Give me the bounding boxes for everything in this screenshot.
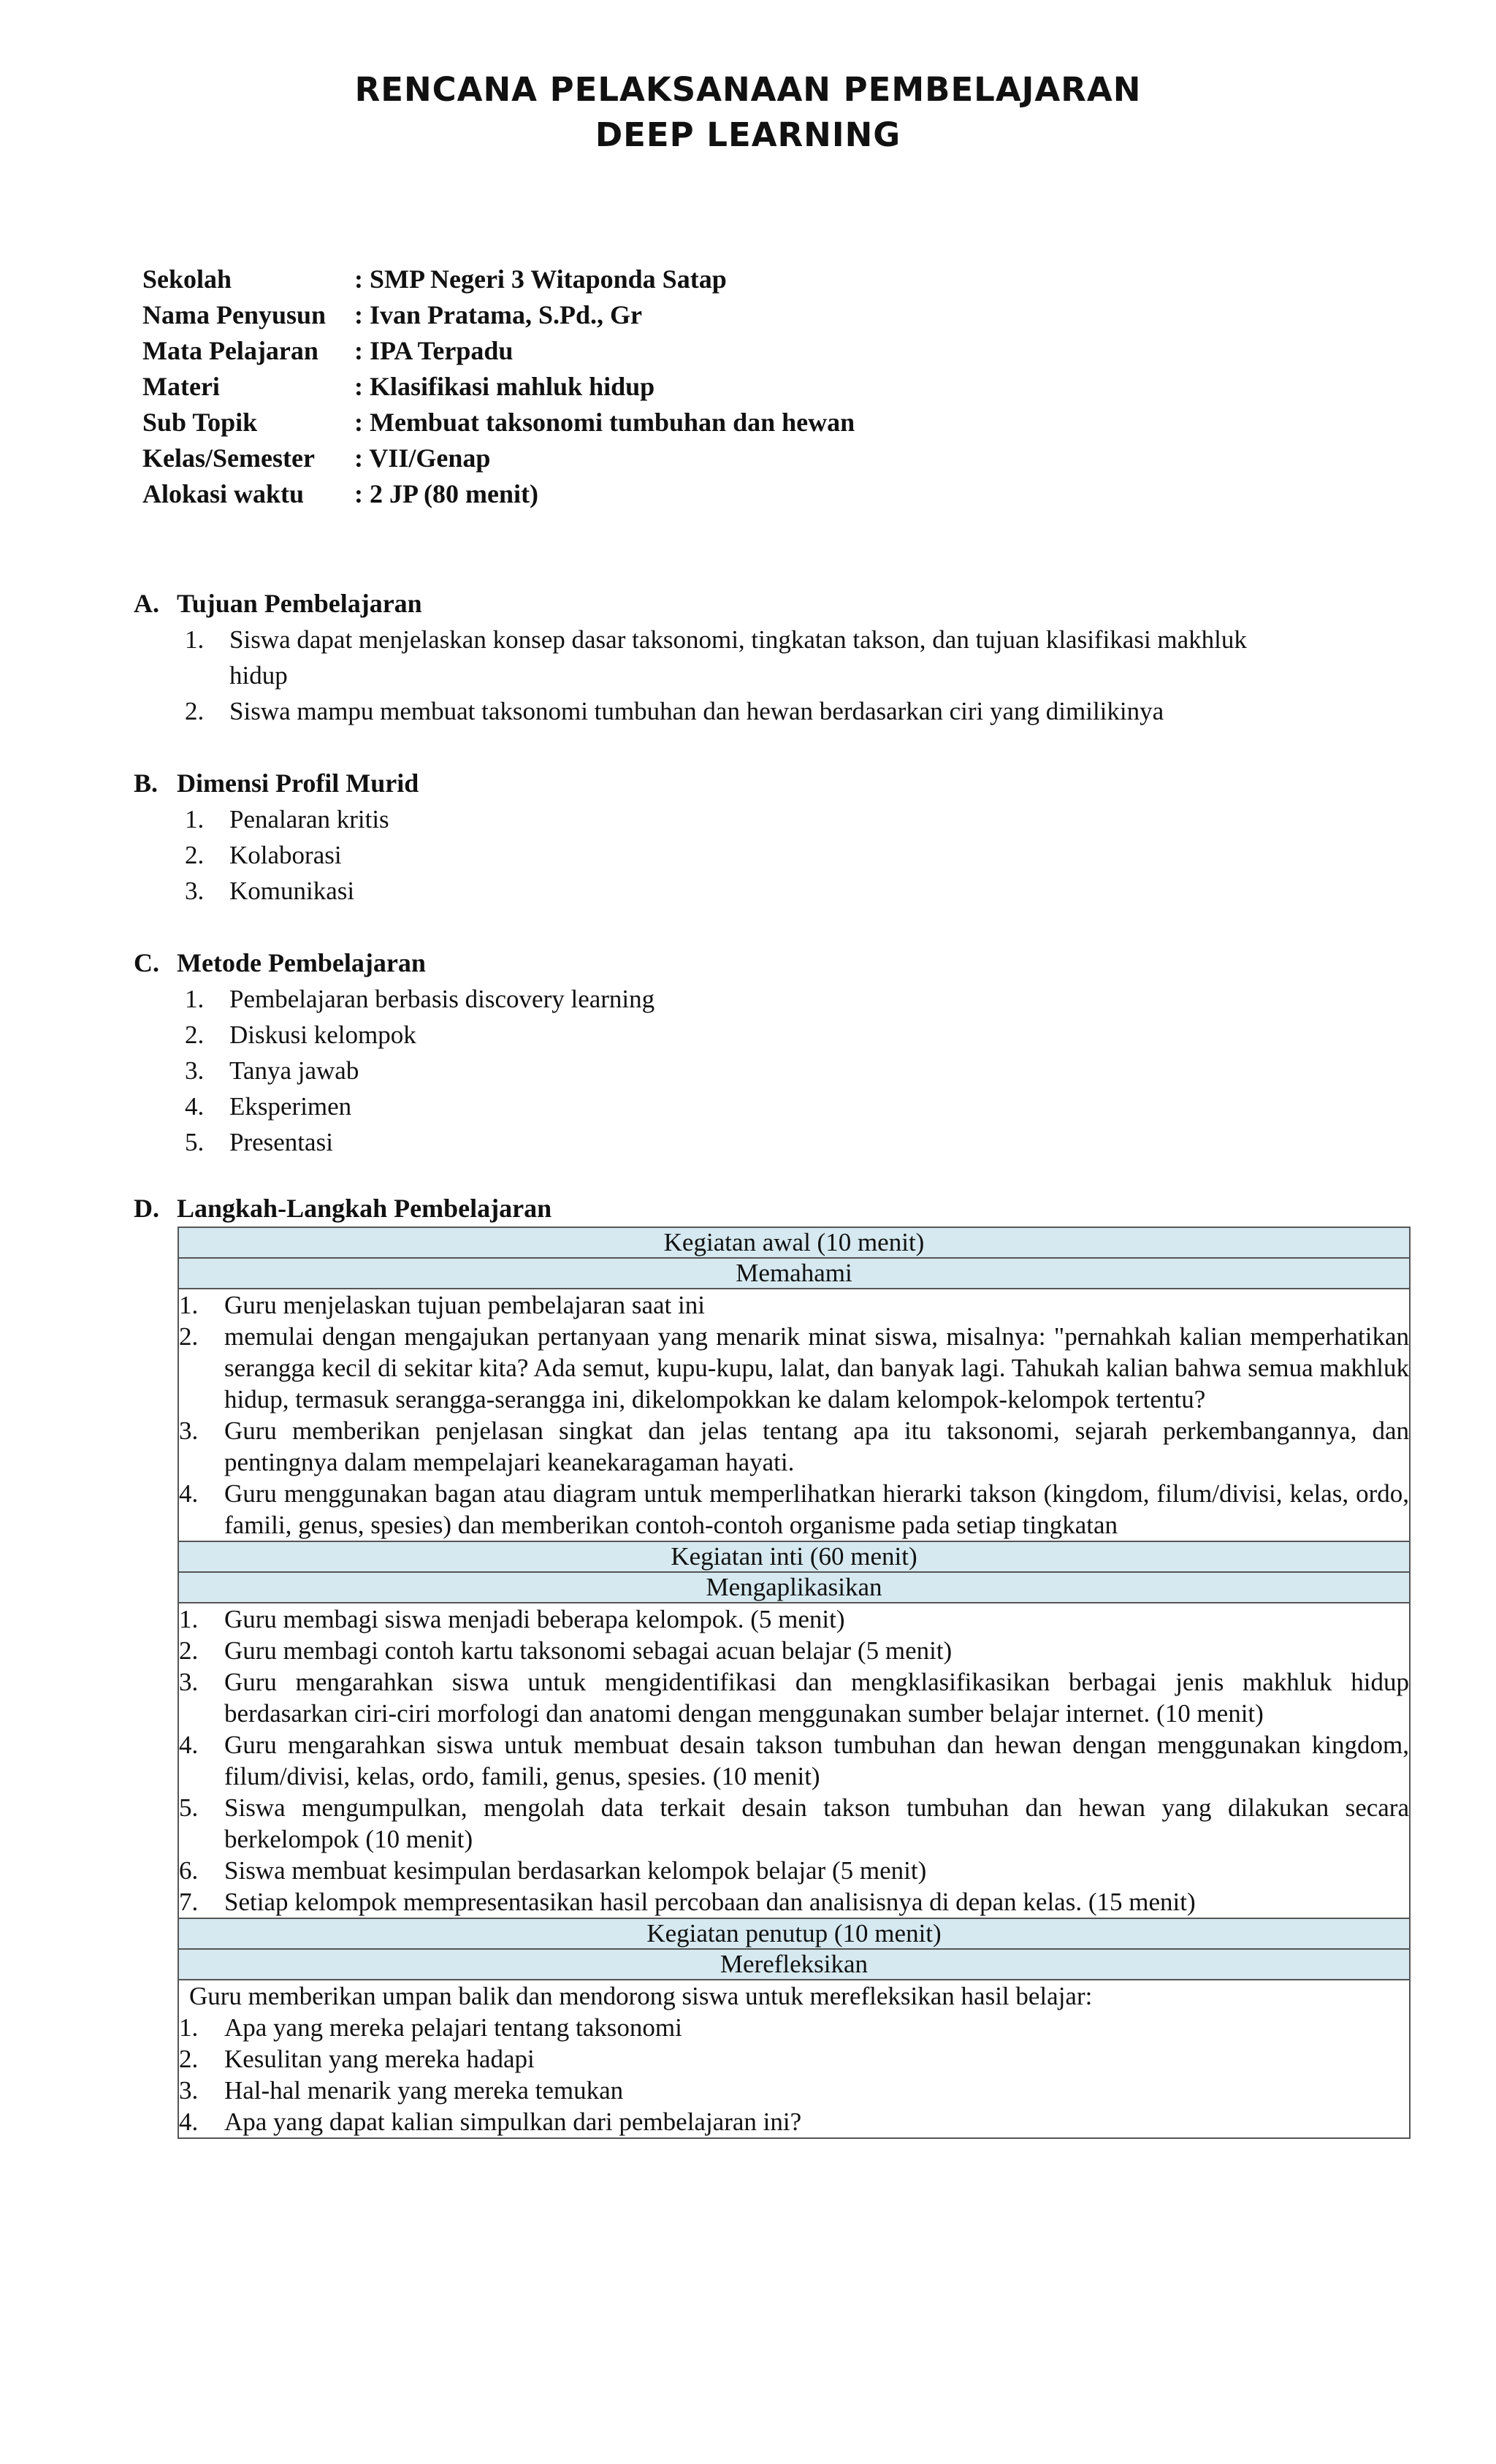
section-heading-langkah — [134, 1191, 552, 1227]
phase-body-inti — [178, 1603, 1410, 1918]
section-letter: C. — [134, 948, 159, 977]
steps-table — [178, 1227, 1411, 2139]
list-number: 7. — [179, 1888, 199, 1916]
list-number: 2. — [185, 697, 205, 725]
list-item — [185, 1124, 1310, 1160]
list-text: Siswa dapat menjelaskan konsep dasar taksonomi, tingkatan takson, dan tujuan klasifikasi makhluk hidup — [229, 625, 1247, 690]
list-text: Siswa mampu membuat taksonomi tumbuhan dan hewan berdasarkan ciri yang dimilikinya — [229, 697, 1164, 725]
document-subtitle: DEEP LEARNING — [595, 115, 901, 154]
list-text: Siswa membuat kesimpulan berdasarkan kelompok belajar (5 menit) — [224, 1856, 927, 1885]
list-number: 3. — [185, 877, 205, 905]
identity-value: : Klasifikasi mahluk hidup — [354, 372, 655, 401]
list-number: 3. — [179, 2076, 199, 2105]
list-text: Setiap kelompok mempresentasikan hasil percobaan dan analisisnya di depan kelas. (15 menit) — [224, 1888, 1196, 1916]
section-letter: D. — [134, 1194, 159, 1223]
list-text: Guru membagi contoh kartu taksonomi sebagai acuan belajar (5 menit) — [224, 1636, 953, 1665]
list-number: 3. — [179, 1668, 199, 1696]
list-number: 3. — [185, 1056, 205, 1085]
identity-block — [142, 262, 855, 512]
list-text: Diskusi kelompok — [229, 1021, 416, 1049]
list-text: Guru membagi siswa menjadi beberapa kelompok. (5 menit) — [224, 1605, 845, 1633]
table-list-item — [179, 2012, 1409, 2043]
section-letter: B. — [134, 768, 159, 798]
list-number: 2. — [179, 1322, 199, 1351]
identity-label: Kelas/Semester — [142, 443, 315, 473]
identity-row-sekolah — [142, 262, 855, 297]
list-text: memulai dengan mengajukan pertanyaan yang menarik minat siswa, misalnya: "pernahkah kalian memperhatikan serangga kecil di sekitar kita? Ada semut, kupu-kupu, lalat, dan banyak lagi. Tahukah kalian bahwa semua makhluk hidup, termasuk serangga-serangga ini, dikelompokkan ke dalam kelompok-kelompok tertentu? — [224, 1322, 1409, 1414]
identity-value: : SMP Negeri 3 Witaponda Satap — [354, 264, 727, 294]
section-heading-metode — [134, 945, 426, 981]
table-list-item — [179, 1321, 1409, 1415]
list-item — [185, 1088, 1310, 1124]
table-list-item — [179, 1289, 1409, 1321]
table-list-item — [179, 1603, 1409, 1635]
table-list-item — [179, 1729, 1409, 1792]
section-letter: A. — [134, 589, 159, 618]
list-text: Guru menggunakan bagan atau diagram untuk memperlihatkan hierarki takson (kingdom, filum/divisi, kelas, ordo, famili, genus, spesies) dan memberikan contoh-contoh organisme pada setiap tingkatan — [224, 1479, 1409, 1539]
list-number: 4. — [185, 1092, 205, 1121]
table-list-item — [179, 2075, 1409, 2106]
list-number: 5. — [179, 1793, 199, 1822]
identity-label: Sub Topik — [142, 408, 258, 437]
identity-value: : Membuat taksonomi tumbuhan dan hewan — [354, 408, 855, 437]
list-number: 1. — [185, 625, 205, 654]
section-title: Dimensi Profil Murid — [177, 768, 419, 798]
list-number: 2. — [179, 1636, 199, 1665]
list-item — [185, 1017, 1310, 1053]
list-text: Apa yang mereka pelajari tentang taksonomi — [224, 2013, 682, 2042]
list-number: 1. — [179, 1291, 199, 1319]
list-text: Hal-hal menarik yang mereka temukan — [224, 2076, 624, 2105]
identity-row-mapel — [142, 333, 855, 369]
table-list-item — [179, 1792, 1409, 1855]
table-list-item — [179, 1478, 1409, 1541]
list-text: Guru memberikan penjelasan singkat dan jelas tentang apa itu taksonomi, sejarah perkembangannya, dan pentingnya dalam mempelajari keanekaragaman hayati. — [224, 1416, 1409, 1476]
identity-label: Sekolah — [142, 264, 232, 294]
section-title: Tujuan Pembelajaran — [177, 589, 422, 618]
identity-value: : VII/Genap — [354, 443, 491, 473]
tujuan-list — [185, 622, 1310, 729]
list-item — [185, 693, 1310, 729]
identity-label: Materi — [142, 372, 220, 401]
table-list-item — [179, 1855, 1409, 1886]
list-text: Penalaran kritis — [229, 805, 389, 834]
identity-row-penyusun — [142, 297, 855, 333]
list-number: 4. — [179, 1731, 199, 1759]
list-number: 2. — [179, 2045, 199, 2073]
identity-label: Mata Pelajaran — [142, 336, 318, 365]
section-title: Langkah-Langkah Pembelajaran — [177, 1194, 552, 1223]
section-heading-tujuan — [134, 586, 422, 622]
list-number: 4. — [179, 1479, 199, 1508]
list-text: Presentasi — [229, 1128, 333, 1156]
document-title: RENCANA PELAKSANAAN PEMBELAJARAN — [354, 70, 1142, 109]
table-list-item — [179, 1635, 1409, 1666]
list-text: Guru mengarahkan siswa untuk membuat desain takson tumbuhan dan hewan dengan menggunakan kingdom, filum/divisi, kelas, ordo, famili, genus, spesies. (10 menit) — [224, 1731, 1409, 1790]
identity-value: : Ivan Pratama, S.Pd., Gr — [354, 300, 642, 329]
list-item — [185, 1053, 1310, 1088]
phase-header-penutup: Kegiatan penutup (10 menit) — [178, 1918, 1410, 1949]
list-number: 2. — [185, 1021, 205, 1049]
list-text: Siswa mengumpulkan, mengolah data terkait desain takson tumbuhan dan hewan yang dilakukan secara berkelompok (10 menit) — [224, 1793, 1409, 1853]
phase-header-awal: Kegiatan awal (10 menit) — [178, 1227, 1410, 1258]
list-number: 6. — [179, 1856, 199, 1885]
phase-sub-merefleksikan: Merefleksikan — [178, 1949, 1410, 1980]
list-text: Tanya jawab — [229, 1056, 359, 1085]
list-text: Guru mengarahkan siswa untuk mengidentifikasi dan mengklasifikasikan berbagai jenis makhluk hidup berdasarkan ciri-ciri morfologi dan anatomi dengan menggunakan sumber belajar internet. (10 menit) — [224, 1668, 1409, 1728]
list-number: 1. — [185, 805, 205, 834]
list-item — [185, 801, 1310, 837]
list-number: 1. — [179, 1605, 199, 1633]
list-number: 1. — [185, 985, 205, 1013]
section-title: Metode Pembelajaran — [177, 948, 426, 977]
list-text: Kolaborasi — [229, 841, 342, 869]
list-text: Kesulitan yang mereka hadapi — [224, 2045, 535, 2073]
list-item — [185, 981, 1310, 1017]
table-list-item — [179, 1415, 1409, 1478]
list-text: Apa yang dapat kalian simpulkan dari pembelajaran ini? — [224, 2108, 802, 2136]
list-number: 1. — [179, 2013, 199, 2042]
list-number: 4. — [179, 2108, 199, 2136]
list-text: Eksperimen — [229, 1092, 352, 1121]
table-list-item — [179, 2106, 1409, 2137]
identity-row-alokasi — [142, 476, 855, 512]
identity-row-materi — [142, 369, 855, 405]
phase-body-penutup — [178, 1980, 1410, 2138]
list-number: 5. — [185, 1128, 205, 1156]
identity-value: : IPA Terpadu — [354, 336, 514, 365]
phase-header-inti: Kegiatan inti (60 menit) — [178, 1541, 1410, 1572]
list-number: 2. — [185, 841, 205, 869]
identity-row-kelas — [142, 440, 855, 476]
list-item — [185, 622, 1310, 693]
phase-sub-mengaplikasikan: Mengaplikasikan — [178, 1572, 1410, 1603]
list-item — [185, 837, 1310, 873]
list-item — [185, 873, 1310, 909]
identity-value: : 2 JP (80 menit) — [354, 479, 538, 508]
phase-sub-memahami: Memahami — [178, 1258, 1410, 1289]
profil-list — [185, 801, 1310, 909]
list-text: Komunikasi — [229, 877, 355, 905]
list-number: 3. — [179, 1416, 199, 1445]
identity-row-subtopik — [142, 405, 855, 440]
identity-label: Nama Penyusun — [142, 300, 327, 329]
section-heading-profil — [134, 766, 419, 801]
table-list-item — [179, 1666, 1409, 1729]
list-text: Pembelajaran berbasis discovery learning — [229, 985, 655, 1013]
table-list-item — [179, 2043, 1409, 2075]
phase-body-awal — [178, 1289, 1410, 1541]
list-text: Guru menjelaskan tujuan pembelajaran saat ini — [224, 1291, 705, 1319]
identity-label: Alokasi waktu — [142, 479, 305, 508]
table-list-item — [179, 1886, 1409, 1918]
metode-list — [185, 981, 1310, 1160]
reflection-intro: Guru memberikan umpan balik dan mendorong siswa untuk merefleksikan hasil belajar: — [189, 1982, 1093, 2010]
